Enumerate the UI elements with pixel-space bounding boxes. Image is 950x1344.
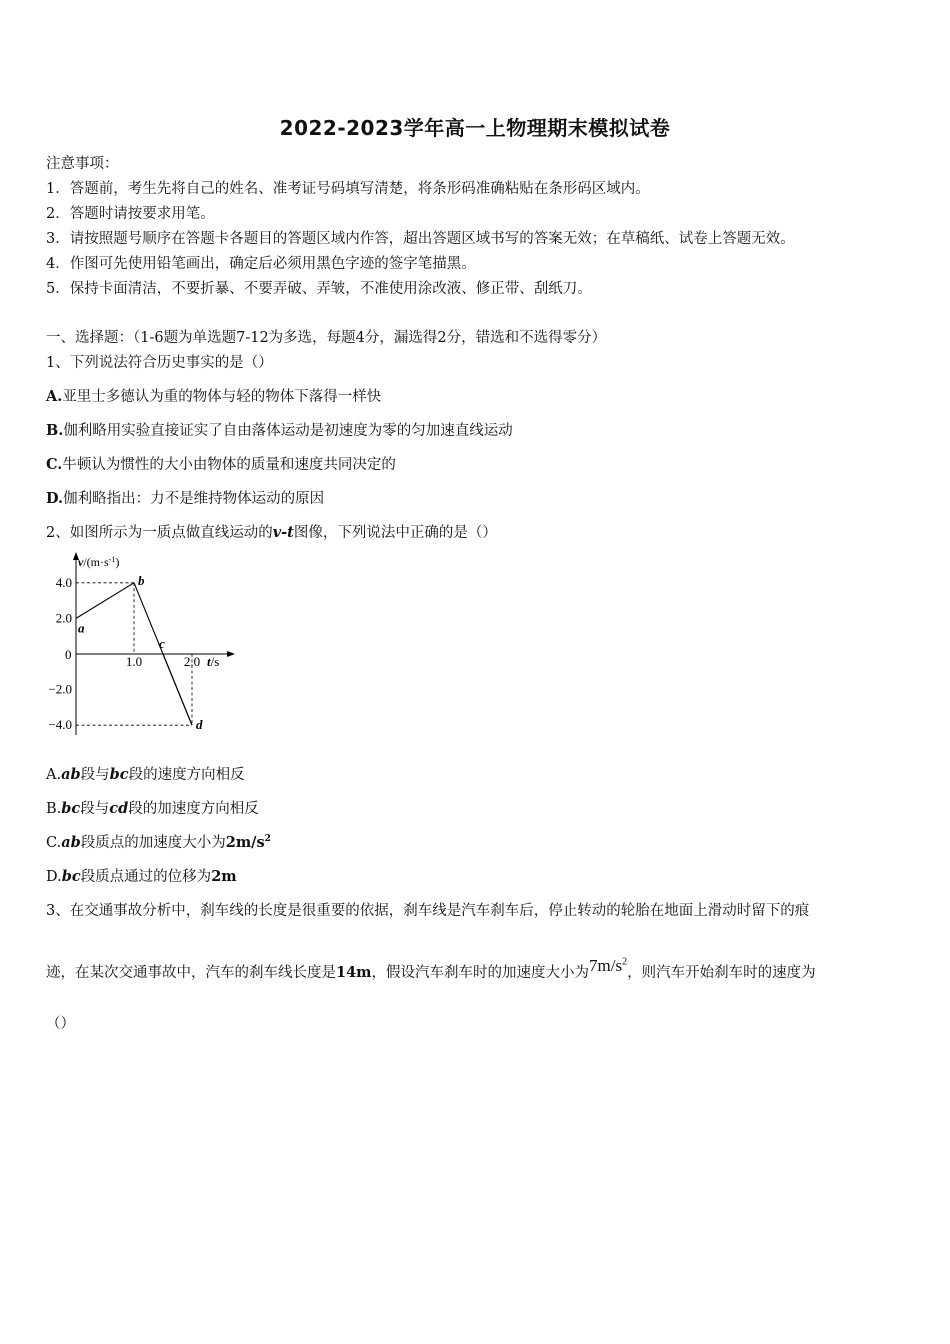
x-axis-label: t/s: [207, 654, 220, 669]
segment-var: bc: [61, 868, 81, 885]
notice-header: 注意事项：: [46, 156, 119, 172]
origin-label: 0: [65, 647, 72, 662]
option-text: 段的速度方向相反: [128, 767, 245, 783]
question-1-stem: 1、下列说法符合历史事实的是（）: [46, 355, 273, 371]
point-label-a: a: [78, 620, 85, 636]
option-text: 段质点通过的位移为: [80, 869, 212, 885]
stem-text: ，假设汽车刹车时的加速度大小为: [371, 965, 590, 981]
question-1-option-b: [46, 419, 513, 440]
question-2-option-d: [46, 865, 237, 886]
acceleration-value: $7m/s^2$: [589, 956, 628, 975]
notice-item: 5．保持卡面清洁，不要折暴、不要弄破、弄皱，不准使用涂改液、修正带、刮纸刀。: [46, 281, 592, 297]
question-3-line-3: （）: [46, 1016, 75, 1032]
question-2-option-a: [46, 763, 245, 784]
option-text: 亚里士多德认为重的物体与轻的物体下落得一样快: [62, 389, 382, 405]
question-1-option-d: [46, 487, 324, 508]
option-letter: C.: [46, 835, 62, 851]
stem-text: 迹，在某次交通事故中，汽车的刹车线长度是: [46, 965, 336, 981]
question-3-line-2: [46, 956, 908, 982]
y-tick-label: 4.0: [55, 574, 72, 590]
x-tick-label: 1.0: [125, 654, 143, 669]
option-text: 牛顿认为惯性的大小由物体的质量和速度共同决定的: [62, 457, 396, 473]
y-tick-label: −2.0: [48, 681, 72, 697]
question-3-line-1: 3、在交通事故分析中，刹车线的长度是很重要的依据，刹车线是汽车刹车后，停止转动的轮胎在地面上滑动时留下的痕: [46, 903, 810, 919]
segment-var: bc: [61, 800, 81, 817]
notice-item: 2．答题时请按要求用笔。: [46, 206, 215, 222]
option-text: 段的加速度方向相反: [128, 801, 259, 817]
option-letter: C.: [46, 456, 63, 473]
segment-var: ab: [61, 766, 81, 783]
question-2-stem: [46, 521, 497, 542]
acceleration-exponent: 2: [264, 834, 271, 845]
series-segment: [76, 583, 134, 619]
y-axis-label: $v/(m\cdot s^{-1})$: [78, 555, 120, 569]
question-2-option-c: [46, 831, 271, 852]
segment-var: bc: [109, 766, 129, 783]
page-title: 2022-2023学年高一上物理期末模拟试卷: [279, 116, 671, 140]
y-tick-label: 2.0: [55, 610, 72, 626]
notice-item: 4．作图可先使用铅笔画出，确定后必须用黑色字迹的签字笔描黑。: [46, 256, 476, 272]
brake-length: 14m: [336, 964, 372, 981]
stem-text: 2、如图所示为一质点做直线运动的: [46, 525, 273, 541]
option-letter: D.: [46, 490, 64, 507]
option-text: 伽利略指出：力不是维持物体运动的原因: [63, 491, 325, 507]
displacement-value: 2m: [211, 868, 237, 885]
vt-graph: [40, 550, 240, 740]
section-header: 一、选择题：（1-6题为单选题7-12为多选，每题4分，漏选得2分，错选和不选得零分）: [46, 330, 607, 346]
option-letter: A.: [46, 388, 63, 405]
point-label-c: c: [159, 636, 165, 651]
notice-item: 3．请按照题号顺序在答题卡各题目的答题区域内作答，超出答题区域书写的答案无效；在草稿纸、试卷上答题无效。: [46, 231, 795, 247]
option-text: 段与: [80, 767, 110, 783]
question-1-option-c: [46, 453, 396, 474]
question-1-option-a: [46, 385, 381, 406]
option-letter: B.: [46, 801, 62, 817]
acceleration-value: 2m/s: [225, 834, 265, 851]
y-tick-label: −4.0: [48, 717, 72, 733]
point-label-d: d: [196, 717, 203, 733]
option-text: 段与: [80, 801, 110, 817]
option-letter: A.: [46, 767, 62, 783]
option-text: 伽利略用实验直接证实了自由落体运动是初速度为零的匀加速直线运动: [63, 423, 513, 439]
stem-var: v-t: [272, 524, 294, 541]
stem-text: 图像，下列说法中正确的是（）: [293, 525, 497, 541]
option-letter: B.: [46, 422, 64, 439]
question-2-option-b: [46, 797, 259, 818]
option-letter: D.: [46, 869, 62, 885]
stem-text: ，则汽车开始刹车时的速度为: [627, 965, 816, 981]
x-tick-label: 2.0: [183, 654, 201, 669]
notice-item: 1．答题前，考生先将自己的姓名、准考证号码填写清楚，将条形码准确粘贴在条形码区域内。: [46, 181, 650, 197]
segment-var: ab: [61, 834, 81, 851]
segment-var: cd: [109, 800, 129, 817]
option-text: 段质点的加速度大小为: [80, 835, 226, 851]
point-label-b: b: [138, 572, 145, 588]
x-axis-arrow: [227, 651, 235, 657]
